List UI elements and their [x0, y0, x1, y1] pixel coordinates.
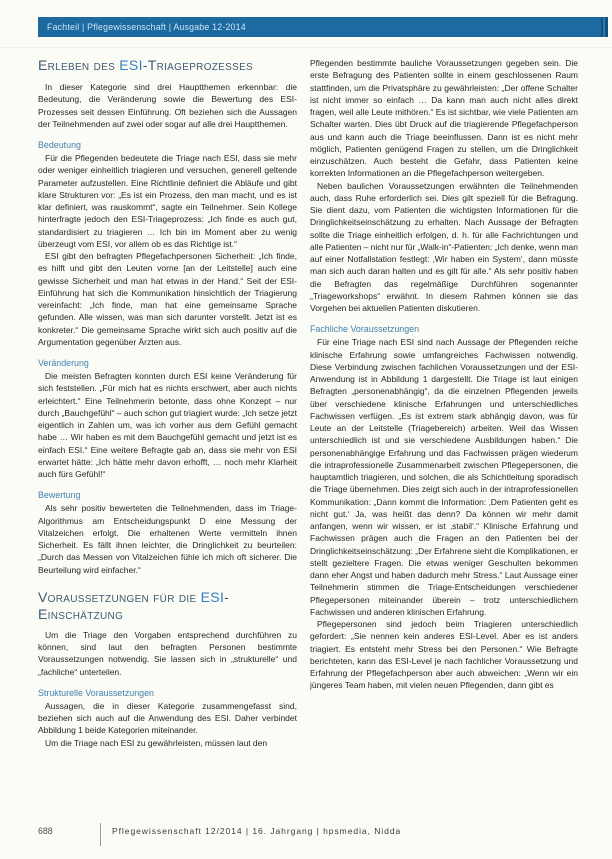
subsection-title-strukturelle: Strukturelle Voraussetzungen	[38, 687, 154, 698]
subsection-title-bewertung: Bewertung	[38, 490, 81, 501]
paragraph-continuation: Pflegenden bestimmte bauliche Voraussetzungen gegeben sein. Die erste Befragung des Patienten sollte in einem geschlossenen Raum stattfinden, um die Privatsphäre zu gewährleisten: „Der offene Schalter ist nicht immer so einfach … Da kann man auch nicht alles direkt fragen, weil alle Leute mithören.“ Es ist sichtbar, wie viele Patienten am Schalter warten. Dies übt Druck auf die triagierende Pflegefachperson aus und kann auch die Triage beeinflussen. Dann ist es nicht mehr möglich, Patienten genügend Fragen zu stellen, um die Dringlichkeit einzuschätzen. Auch besteht die Gefahr, dass Patienten keine korrekten Informationen an die Pflegefachperson weitergeben.	[310, 58, 578, 179]
subsection-title-fachliche: Fachliche Voraussetzungen	[310, 324, 420, 335]
esi-highlight: ESI	[200, 588, 225, 605]
paragraph: Als sehr positiv bewerteten die Teilnehmenden, dass im Triage-Algorithmus am Entscheidungspunkt D eine Messung der Vitalzeichen erfolgt. Die erhaltenen Werte vermitteln ihnen Sicherheit. Es fällt ihnen leichter, die Dringlichkeit zu beurteilen: „Durch das Messen von Vitalzeichen fühle ich mich oft sicherer. Die Beurteilung wird einfacher.“	[38, 503, 297, 575]
column-right	[310, 55, 578, 821]
top-bar-edge-stripes	[601, 17, 608, 37]
title-pre: Voraussetzungen für die	[38, 588, 201, 605]
page-number: 688	[38, 826, 53, 836]
esi-highlight: ESI	[119, 57, 143, 73]
paragraph: Um die Triage nach ESI zu gewährleisten, müssen laut den	[45, 737, 268, 748]
paragraph: Die meisten Befragten konnten durch ESI keine Veränderung für sich feststellen. „Für mich hat es nichts erschwert, aber auch nichts erleichtert.“ Eine Teilnehmerin betonte, dass ohne Konzept – nur durch „Bauchgefühl“ – auch schon gut triagiert wurde: „Ich setze jetzt eigentlich in Zahlen um, was ich vorher aus dem Gefühl gemacht habe … Wir haben es mit dem Bauchgefühl gemacht und jetzt ist es einfach ESI.“ Eine weitere Befragte gab an, dass sie mehr von ESI erwartet hätte: „Ich hätte mehr davon erhofft, … noch mehr Klarheit auch fürs Gefühl!“	[38, 371, 297, 479]
article-body	[38, 55, 578, 821]
section-title-voraussetzungen	[38, 589, 297, 623]
subsection-title-bedeutung: Bedeutung	[38, 140, 81, 150]
paragraph: Neben baulichen Voraussetzungen erwähnten die Teilnehmenden auch, dass Ruhe erforderlich sei. Dies gilt speziell für die Befragung. Sie dient dazu, vom Patienten die wichtigsten Informationen für die Dringlichkeitseinschätzung zu erhalten. Nach Aussage der Befragten sollte die Triage einheitlich erfolgen, d. h. für alle Fachrichtungen und alle Patienten – nicht nur für „Walk-in“-Patienten: „Ich denke, wenn man auf einer Notfallstation festlegt: ‚Wir haben ein System‘, dann müsste man sich auch daran halten und es gilt für alle.“ Als sehr positiv haben die Befragten das regelmäßige Durchführen sogenannter „Triageworkshops“ erwähnt. In diesem Rahmen können sie das Vorgehen bei aktuellen Patienten diskutieren.	[310, 180, 578, 313]
title-post: -Einschätzung	[38, 588, 230, 622]
section-title-erleben	[38, 57, 297, 74]
paragraph: ESI gibt den befragten Pflegefachpersonen Sicherheit: „Ich finde, es hilft und gibt den Leuten vorne [an der Leitstelle] auch eine gewisse Sicherheit und man hat etwas in der Hand.“ Seit der ESI-Einführung hat sich die Kommunikation hinsichtlich der Triagierung vereinfacht: „Ich finde, man hat eine gemeinsame Sprache gefunden. Alle wissen, was man sich darunter vorstellt. Jetzt ist es konkreter.“ Die gemeinsame Sprache wirkt sich auch positiv auf die Argumentation gegenüber Ärzten aus.	[38, 251, 297, 347]
column-left	[38, 55, 297, 821]
header-rule	[0, 47, 612, 48]
paragraph: Für eine Triage nach ESI sind nach Aussage der Pflegenden reiche klinische Erfahrung sowie umfangreiches Fachwissen notwendig. Diese Verbindung zwischen fachlichen Voraussetzungen und der ESI-Anwendung ist in Abbildung 1 dargestellt. Die Triage ist laut einigen Befragten „personenabhängig“, da die einzelnen Pflegenden jeweils über verschiedene klinische Erfahrungen und unterschiedliches Fachwissen verfügen. „Es ist extrem stark abhängig davon, was für Leute an der Leitstelle (Triagebereich) arbeiten. Weil das Wissen unterschiedlich ist und sie verschiedene Ausbildungen haben.“ Die personenabhängige Erfahrung und das Fachwissen prägen wiederum die intraprofessionelle Zusammenarbeit zwischen Pflegepersonen, die hauptamtlich triagieren, und solchen, die als Schichtleitung sporadisch die Triage übernehmen. Dies zeigt sich auch in der intraprofessionellen Kommunikation: „Dann kommt die Information: ‚Dem Patienten geht es nicht gut.‘ Ja, was heißt das denn? Da können wir mehr damit anfangen, wenn wir wissen, er ist ‚stabil‘.“ Klinische Erfahrung und Fachwissen prägen auch die Fragen an den Patienten bei der Dringlichkeitseinschätzung: „Der Erfahrene sieht die Komplikationen, er stellt gezieltere Fragen. Die etwas weniger Geschulten bekommen dann eher Angst und haben dadurch mehr Stress.“ Laut Aussage einer Teilnehmerin stimmen die Triage-Entscheidungen verschiedener Pflegepersonen miteinander überein – trotz unterschiedlichem Fachwissen und anderen klinischen Erfahrung.	[310, 337, 578, 617]
title-post: -Triageprozesses	[142, 57, 254, 73]
top-bar-label: Fachteil | Pflegewissenschaft | Ausgabe 12-2014	[47, 22, 246, 32]
top-bar	[38, 17, 608, 37]
paragraph: Aussagen, die in dieser Kategorie zusammengefasst sind, beziehen sich auch auf die Anwendung des ESI. Daher verbindet Abbildung 1 beide Kategorien miteinander.	[38, 700, 297, 736]
journal-footer-line: Pflegewissenschaft 12/2014 | 16. Jahrgang | hpsmedia, Nidda	[112, 826, 402, 836]
title-pre: Erleben des	[38, 57, 120, 73]
paragraph: Für die Pflegenden bedeutete die Triage nach ESI, dass sie mehr oder weniger einheitlich triagieren und versuchen, generell geltende Parameter aufzustellen. Eine Richtlinie definiert die Abläufe und gibt klare Strukturen vor: „Es ist ein Prozess, den man macht, und es ist klar definiert, was rauskommt“, sagte ein Teilnehmer. Sein Kollege hinterfragte jedoch den ESI-Triageprozess: „Ich finde es auch gut, standardisiert zu triagieren … Ich bin im Moment aber zu wenig überzeugt vom ESI, vor allem ob es das Richtige ist.“	[38, 153, 297, 249]
paragraph: Um die Triage den Vorgaben entsprechend durchführen zu können, sind laut den befragten Personen bestimmte Voraussetzungen notwendig. Sie lassen sich in „strukturelle“ und „fachliche“ unterteilen.	[38, 629, 297, 677]
paragraph: Pflegepersonen sind jedoch beim Triagieren unterschiedlich gefordert: „Sie nennen kein anderes ESI-Level. Aber es ist anders triagiert. Es entsteht mehr Stress bei den Personen.“ Wie Befragte berichteten, kann das ESI-Level je nach fachlicher Voraussetzung und Erfahrung der Pflegefachperson aber auch abweichen: „Wenn wir ein jüngeres Team haben, mit vielen neuen Pflegenden, dann gibt es	[310, 619, 578, 691]
footer	[38, 824, 578, 850]
subsection-title-veraenderung: Veränderung	[38, 358, 89, 368]
footer-divider	[100, 823, 101, 846]
paragraph-intro: In dieser Kategorie sind drei Hauptthemen erkennbar: die Bedeutung, die Veränderung sowie die Bewertung des ESI-Prozesses seit dessen Einführung. Oft beziehen sich die Aussagen der Teilnehmenden auf zwei oder sogar auf alle drei Hauptthemen.	[38, 82, 297, 129]
